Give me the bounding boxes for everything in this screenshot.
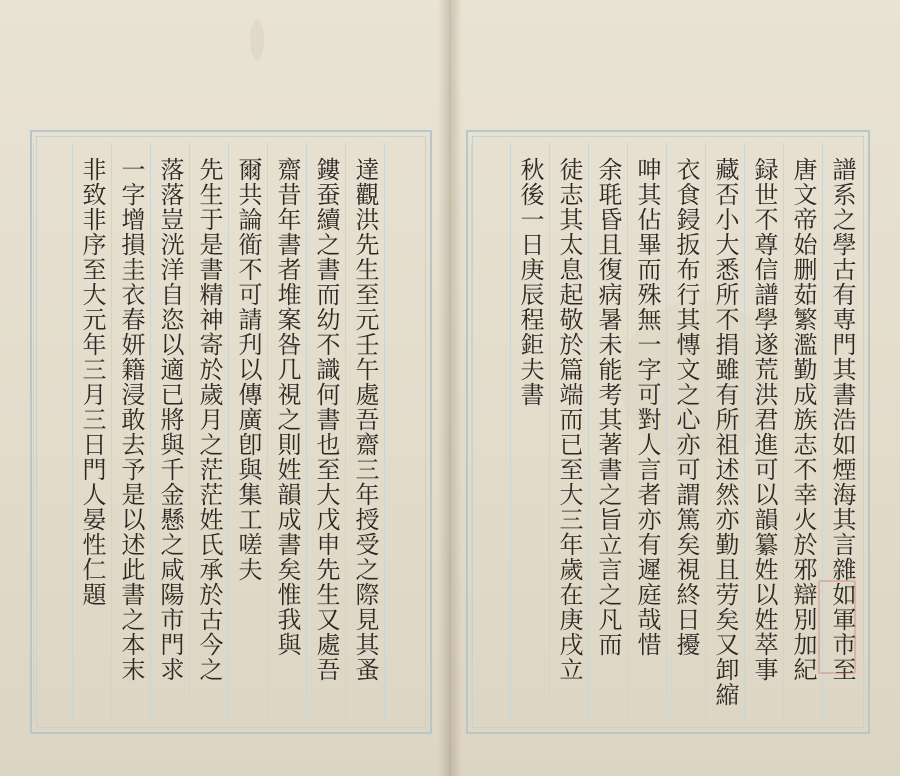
text-column xyxy=(345,143,384,721)
column-text: 秋後一日庚辰程鉅夫書 xyxy=(516,157,544,407)
right-page-inner-frame xyxy=(472,136,864,728)
book-gutter xyxy=(438,0,462,776)
text-column xyxy=(111,143,150,721)
text-column xyxy=(228,143,267,721)
text-column xyxy=(783,143,822,721)
column-text: 録世不尊信譜學遂荒洪君進可以韻纂姓以姓萃事 xyxy=(750,157,778,682)
column-text: 齋昔年書者堆案咎几視之則姓韻成書矣惟我與 xyxy=(273,157,301,657)
text-column xyxy=(666,143,705,721)
column-text: 落落豈洸洋自恣以適已將與千金懸之咸陽市門求 xyxy=(156,157,184,682)
column-text: 余毦昏且復病暑未能考其著書之旨立言之凡而 xyxy=(594,157,622,657)
column-text: 一字增損圭衣春妍籍浸敢去予是以述此書之本末 xyxy=(117,157,145,682)
column-text: 先生于是書精神寄於歲月之茫茫姓氏承於古今之 xyxy=(195,157,223,682)
text-column xyxy=(549,143,588,721)
column-text: 藏否小大悉所不捐雖有所祖述然亦勤且劳矣又卸縮 xyxy=(711,157,739,707)
text-column xyxy=(33,143,72,721)
text-column xyxy=(705,143,744,721)
column-text: 衣食鋟扳布行其慱文之心亦可謂篤矣視終日擾 xyxy=(672,157,700,657)
left-page-inner-frame xyxy=(36,136,426,728)
text-column xyxy=(627,143,666,721)
text-column xyxy=(384,143,423,721)
column-text: 呻其佔畢而殊無一字可對人言者亦有遲庭哉惜 xyxy=(633,157,661,657)
column-text: 爾共論衜不可請刋以傳廣卽與集工嗟夫 xyxy=(234,157,262,582)
text-column xyxy=(150,143,189,721)
column-text: 徒志其太息起敬於篇端而已至大三年歲在庚戌立 xyxy=(555,157,583,682)
text-column xyxy=(267,143,306,721)
text-column xyxy=(588,143,627,721)
right-page-frame xyxy=(466,130,870,734)
text-column xyxy=(72,143,111,721)
text-column xyxy=(189,143,228,721)
paper-stain xyxy=(250,20,264,60)
column-text: 達觀洪先生至元壬午處吾齋三年授受之際見其蚤 xyxy=(351,157,379,682)
text-column xyxy=(744,143,783,721)
faded-seal-stamp xyxy=(818,580,856,674)
column-text: 非致非序至大元年三月三日門人晏性仁題 xyxy=(78,157,106,607)
text-column xyxy=(306,143,345,721)
left-page-frame xyxy=(30,130,432,734)
column-text: 唐文帝始删茹繁濫勤成族志不幸火於邪辯別加紀 xyxy=(789,157,817,682)
text-column xyxy=(471,143,510,721)
column-text: 鏤蚕續之書而幼不識何書也至大戊申先生又處吾 xyxy=(312,157,340,682)
text-column xyxy=(510,143,549,721)
column-text: 譜系之學古有専門其書浩如煙海其言雜如軍市至 xyxy=(828,157,856,682)
